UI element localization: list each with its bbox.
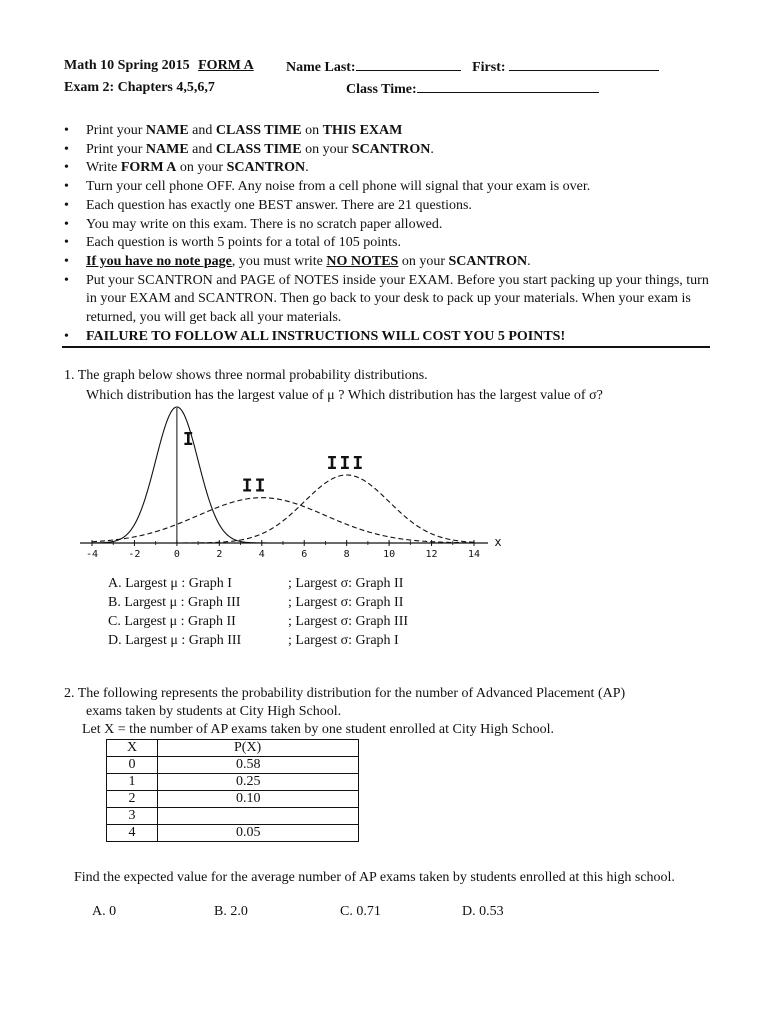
x-tick-label: 12: [425, 549, 438, 560]
instruction-text: and: [188, 141, 216, 157]
instruction-text: .: [430, 141, 434, 157]
instruction-text: SCANTRON: [226, 160, 306, 176]
table-header-row: [107, 740, 359, 757]
class-time-label: Class Time:: [346, 82, 417, 97]
x-tick-label: 10: [383, 549, 396, 560]
cell-px: 0.25: [158, 774, 359, 791]
cell-px: 0.10: [158, 791, 359, 808]
instruction-text: THIS EXAM: [322, 123, 403, 138]
series-curve-III: [183, 475, 474, 543]
instruction-text: Each question is worth 5 points for a total of 105 points.: [86, 235, 401, 251]
instruction-text: SCANTRON: [448, 253, 528, 269]
q2-definition: Let X = the number of AP exams taken by one student enrolled at City High School.: [82, 722, 555, 737]
instruction-text: Put your SCANTRON and PAGE of NOTES inside your EXAM. Before you start packing up your things, turn in your EXAM and SCANTRON. Then go back to your desk to pack up your materials. When your exam is returned, you will get back all your materials.: [86, 272, 709, 326]
instruction-text: on your: [301, 141, 352, 157]
instruction-text: , you must write: [231, 253, 327, 269]
cell-px: 0.58: [158, 757, 359, 774]
instruction-text: CLASS TIME: [215, 141, 302, 157]
instruction-text: SCANTRON: [351, 141, 431, 157]
instruction-text: on: [301, 123, 323, 138]
q1-option-b-sigma: ; Largest σ: Graph II: [288, 595, 404, 610]
instruction-text: on your: [176, 160, 227, 176]
table-row: [107, 825, 359, 842]
instruction-text: Print your: [86, 141, 146, 157]
instruction-text: .: [527, 253, 531, 269]
q2-prompt: 2. The following represents the probability distribution for the number of Advanced Placement (AP): [64, 686, 626, 701]
instruction-text: Write: [86, 160, 121, 176]
x-tick-label: 14: [467, 549, 481, 560]
instruction-text: Each question has exactly one BEST answer. There are 21 questions.: [86, 197, 472, 213]
q1-question: Which distribution has the largest value of μ ? Which distribution has the largest value of σ?: [86, 388, 603, 403]
series-curve-I: [92, 407, 266, 543]
q1-option-c-sigma: ; Largest σ: Graph III: [288, 614, 409, 629]
header-x: X: [107, 740, 158, 757]
q1-option-d-sigma: ; Largest σ: Graph I: [288, 633, 399, 648]
cell-px: 0.05: [158, 825, 359, 842]
q1-option-b[interactable]: B. Largest μ : Graph III: [108, 595, 241, 610]
q2-question: Find the expected value for the average number of AP exams taken by students enrolled at this high school.: [74, 870, 675, 885]
instruction-text: Print your: [86, 123, 146, 138]
q2-prompt-cont: exams taken by students at City High School.: [86, 704, 342, 719]
table-row: [107, 774, 359, 791]
q1-option-c[interactable]: C. Largest μ : Graph II: [108, 614, 236, 629]
q1-option-d[interactable]: D. Largest μ : Graph III: [108, 633, 242, 648]
q1-option-a[interactable]: A. Largest μ : Graph I: [108, 576, 232, 591]
x-axis-label: x: [494, 535, 502, 549]
instruction-text: NO NOTES: [326, 253, 399, 269]
q2-option-a[interactable]: A. 0: [92, 904, 117, 919]
instruction-text: CLASS TIME: [215, 123, 302, 138]
series-label-III: III: [326, 452, 366, 474]
instruction-text: You may write on this exam. There is no scratch paper allowed.: [86, 216, 443, 232]
instruction-text: FORM A: [120, 160, 177, 176]
q2-option-d[interactable]: D. 0.53: [462, 904, 504, 919]
instruction-text: and: [188, 123, 216, 138]
q1-prompt: 1. The graph below shows three normal probability distributions.: [64, 368, 428, 383]
name-last-label: Name Last:: [286, 60, 356, 75]
series-label-II: II: [241, 475, 268, 497]
instruction-text: NAME: [145, 123, 189, 138]
table-row: [107, 791, 359, 808]
probability-table: [106, 739, 359, 842]
x-tick-label: 4: [258, 549, 265, 560]
instruction-text: Turn your cell phone OFF. Any noise from a cell phone will signal that your exam is over.: [86, 179, 591, 195]
cell-x: 2: [107, 791, 158, 808]
cell-x: 4: [107, 825, 158, 842]
instruction-text: NAME: [145, 141, 189, 157]
cell-px[interactable]: [158, 808, 359, 825]
exam-chapters: Exam 2: Chapters 4,5,6,7: [64, 80, 215, 95]
table-row: [107, 808, 359, 825]
instruction-text: on your: [398, 253, 449, 269]
q1-option-a-sigma: ; Largest σ: Graph II: [288, 576, 404, 591]
x-tick-label: -2: [128, 549, 141, 560]
q2-option-b[interactable]: B. 2.0: [214, 904, 248, 919]
instruction-text: .: [305, 160, 309, 176]
q2-option-c[interactable]: C. 0.71: [340, 904, 381, 919]
instruction-text: If you have no note page: [86, 253, 232, 269]
x-tick-label: 2: [216, 549, 223, 560]
course-label: Math 10 Spring 2015: [64, 58, 190, 73]
instruction-text: FAILURE TO FOLLOW ALL INSTRUCTIONS WILL COST YOU 5 POINTS!: [86, 328, 566, 344]
x-tick-label: -4: [85, 549, 99, 560]
x-tick-label: 0: [173, 549, 180, 560]
series-label-I: I: [182, 428, 196, 450]
x-tick-label: 6: [301, 549, 308, 560]
first-name-label: First:: [472, 60, 506, 75]
x-tick-label: 8: [343, 549, 350, 560]
table-row: [107, 757, 359, 774]
header-px: P(X): [158, 740, 359, 757]
form-label: FORM A: [198, 58, 254, 73]
cell-x: 0: [107, 757, 158, 774]
cell-x: 3: [107, 808, 158, 825]
cell-x: 1: [107, 774, 158, 791]
